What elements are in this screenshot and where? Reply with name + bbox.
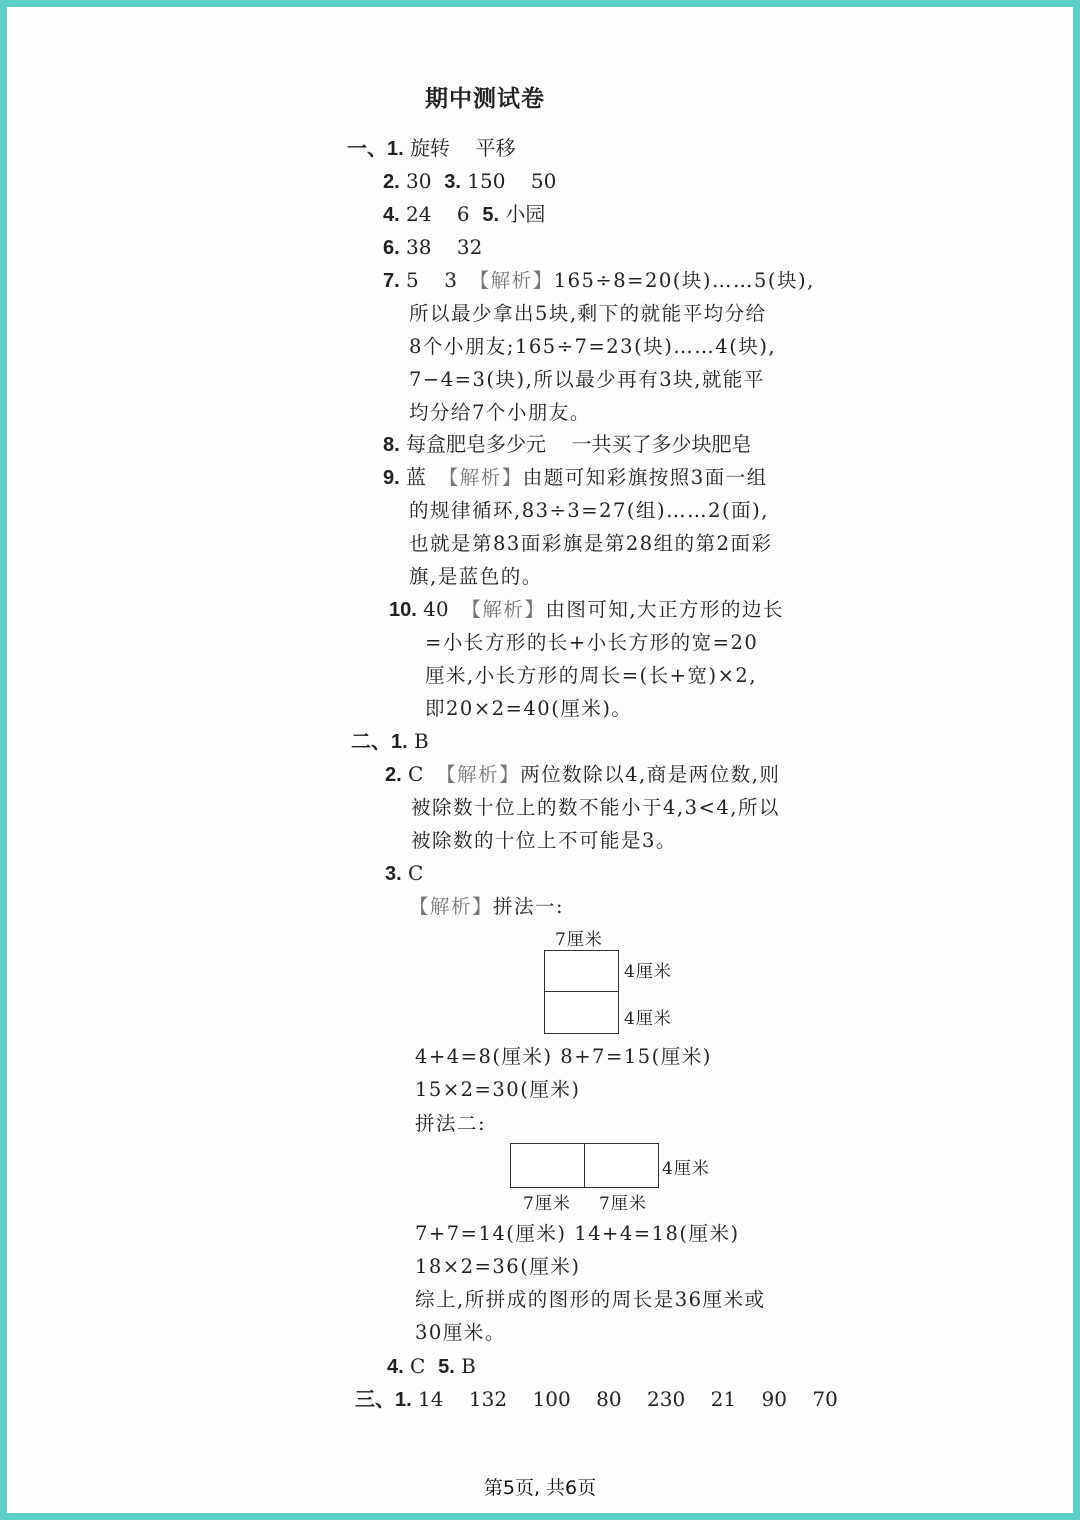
q-number: 1.	[391, 731, 408, 753]
answer: B	[461, 1354, 476, 1378]
answer: 旋转 平移	[410, 136, 516, 160]
section-1-q9	[383, 461, 768, 495]
section-2-q1	[351, 725, 429, 759]
q-number: 6.	[383, 237, 400, 259]
section-1-label: 一、	[347, 136, 387, 160]
q-number: 3.	[444, 171, 461, 193]
calc-line: 4+4=8(厘米) 8+7=15(厘米)	[415, 1045, 712, 1068]
fig2-rect-right	[584, 1143, 659, 1188]
analysis-line: 均分给7个小朋友。	[409, 401, 591, 424]
calc-line: 7+7=14(厘米) 14+4=18(厘米)	[415, 1222, 740, 1245]
fig1-rect-top	[544, 950, 619, 993]
analysis-tag: 【解析】	[461, 598, 546, 621]
q-number: 8.	[383, 434, 400, 456]
section-1-q1	[347, 132, 515, 166]
q-number: 3.	[385, 863, 402, 885]
q-number: 5.	[438, 1356, 455, 1378]
analysis-line: 旗,是蓝色的。	[409, 565, 543, 588]
analysis-line: 由图可知,大正方形的边长	[545, 598, 785, 621]
calc-line: 18×2=36(厘米)	[415, 1255, 581, 1278]
method-1-label-line	[409, 890, 564, 923]
calc-line: 15×2=30(厘米)	[415, 1078, 581, 1101]
analysis-line: 厘米,小长方形的周长=(长+宽)×2,	[425, 664, 758, 687]
section-1-q6	[383, 231, 482, 265]
analysis-line: =小长方形的长+小长方形的宽=20	[425, 631, 759, 654]
method-2-label: 拼法二:	[415, 1112, 487, 1135]
fig2-bottom-dim-1: 7厘米	[523, 1194, 571, 1214]
analysis-tag: 【解析】	[436, 763, 521, 786]
section-3-q1	[355, 1383, 838, 1417]
fig1-rect-bottom	[544, 991, 619, 1034]
answer: B	[414, 729, 429, 753]
analysis-tag: 【解析】	[469, 269, 554, 292]
answer: 38 32	[406, 235, 483, 259]
analysis-line: 被除数十位上的数不能小于4,3<4,所以	[411, 796, 780, 819]
answer: 每盒肥皂多少元 一共买了多少块肥皂	[406, 432, 752, 456]
q-number: 10.	[389, 599, 417, 621]
analysis-line: 也就是第83面彩旗是第28组的第2面彩	[409, 532, 773, 555]
fig1-right-dim-2: 4厘米	[624, 1009, 672, 1029]
page-title: 期中测试卷	[425, 86, 545, 112]
q-number: 2.	[383, 171, 400, 193]
answer: C	[410, 1354, 426, 1378]
analysis-tag: 【解析】	[438, 466, 523, 489]
fig2-right-dim: 4厘米	[662, 1159, 710, 1179]
answer: C	[408, 762, 424, 786]
q-number: 7.	[383, 270, 400, 292]
section-1-q7	[383, 264, 815, 298]
q-number: 4.	[387, 1356, 404, 1378]
q-number: 2.	[385, 764, 402, 786]
fig1-right-dim-1: 4厘米	[624, 962, 672, 982]
section-1-q8	[383, 428, 751, 462]
page-number: 第5页, 共6页	[483, 1477, 597, 1499]
answer: 14 132 100 80 230 21 90 70	[418, 1387, 838, 1411]
answer: 24 6	[406, 202, 470, 226]
answer: 小园	[505, 202, 546, 226]
analysis-line: 由题可知彩旗按照3面一组	[522, 466, 768, 489]
answer: 蓝	[406, 465, 427, 489]
q-number: 5.	[482, 204, 500, 226]
analysis-line: 7−4=3(块),所以最少再有3块,就能平	[409, 368, 765, 391]
answer: C	[408, 861, 424, 885]
fig2-rect-left	[510, 1143, 586, 1188]
answer: 150 50	[467, 169, 557, 193]
q-number: 4.	[383, 204, 400, 226]
analysis-line: 的规律循环,83÷3=27(组)……2(面),	[409, 499, 769, 522]
section-2-q3	[385, 857, 423, 891]
analysis-line: 即20×2=40(厘米)。	[425, 697, 633, 720]
answer: 5 3	[406, 268, 457, 292]
q-number: 1.	[387, 138, 404, 160]
method-1-label: 拼法一:	[493, 895, 565, 918]
section-2-q4-q5	[387, 1350, 476, 1384]
fig2-bottom-dim-2: 7厘米	[599, 1194, 647, 1214]
q-number: 1.	[395, 1389, 412, 1411]
analysis-line: 165÷8=20(块)……5(块),	[553, 269, 815, 292]
analysis-line: 8个小朋友;165÷7=23(块)……4(块),	[409, 335, 777, 358]
section-2-label: 二、	[351, 729, 391, 753]
section-1-q10	[389, 593, 784, 627]
analysis-line: 所以最少拿出5块,剩下的就能平均分给	[409, 302, 767, 325]
analysis-line: 被除数的十位上不可能是3。	[411, 829, 677, 852]
fig1-top-dim: 7厘米	[555, 930, 603, 950]
section-1-q2-q3	[383, 165, 556, 199]
analysis-line: 两位数除以4,商是两位数,则	[520, 763, 781, 786]
section-1-q4-q5	[383, 198, 545, 232]
answer: 40	[423, 597, 449, 621]
section-2-q2	[385, 758, 780, 792]
analysis-tag: 【解析】	[409, 895, 494, 918]
summary-line: 30厘米。	[415, 1321, 506, 1344]
q-number: 9.	[383, 467, 400, 489]
section-3-label: 三、	[355, 1387, 395, 1411]
answer: 30	[406, 169, 432, 193]
summary-line: 综上,所拼成的图形的周长是36厘米或	[415, 1288, 766, 1311]
